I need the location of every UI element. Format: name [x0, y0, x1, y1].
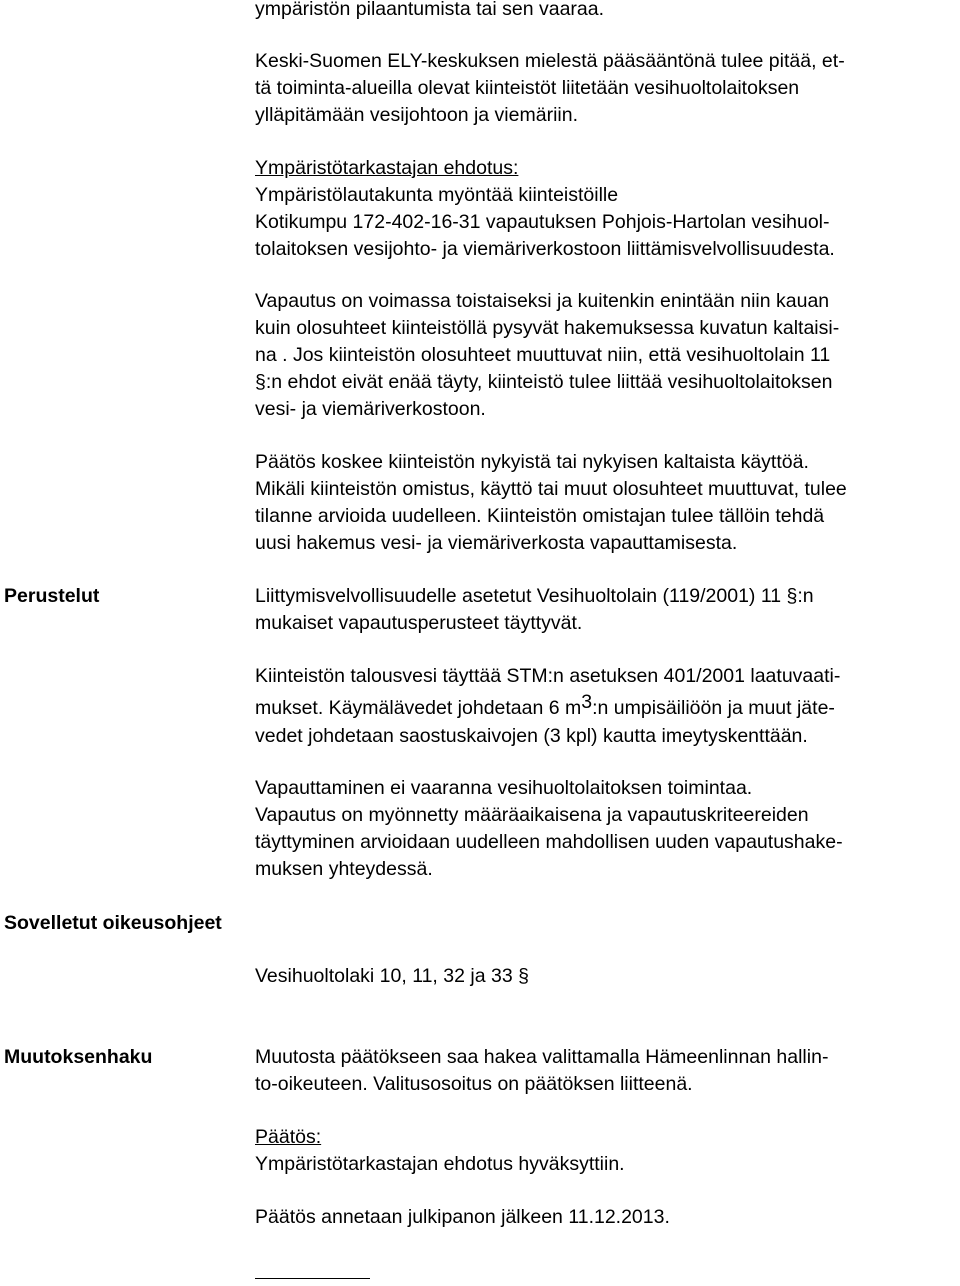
- text-line: Kotikumpu 172-402-16-31 vapautuksen Pohjois-Hartolan vesihuol-: [255, 211, 830, 233]
- text-line: na . Jos kiinteistön olosuhteet muuttuvat niin, että vesihuoltolain 11: [255, 344, 831, 366]
- text-line: kuin olosuhteet kiinteistöllä pysyvät hakemuksessa kuvatun kaltaisi-: [255, 317, 840, 339]
- text-line: vedet johdetaan saostuskaivojen (3 kpl) kautta imeytyskenttään.: [255, 725, 808, 747]
- text-line: ympäristön pilaantumista tai sen vaaraa.: [255, 0, 605, 20]
- text-line: [255, 691, 835, 722]
- text-fragment: mukset. Käymälävedet johdetaan 6 m: [255, 697, 582, 719]
- text-line: muksen yhteydessä.: [255, 858, 433, 880]
- text-line: vesi- ja viemäriverkostoon.: [255, 398, 486, 420]
- text-fragment: :n umpisäiliöön ja muut jäte-: [592, 697, 835, 719]
- superscript: 3: [581, 691, 593, 713]
- text-line: tä toiminta-alueilla olevat kiinteistöt liitetään vesihuoltolaitoksen: [255, 77, 800, 99]
- text-line: Muutosta päätökseen saa hakea valittamalla Hämeenlinnan hallin-: [255, 1046, 829, 1068]
- text-line: Vapauttaminen ei vaaranna vesihuoltolaitoksen toimintaa.: [255, 777, 753, 799]
- text-line: Liittymisvelvollisuudelle asetetut Vesihuoltolain (119/2001) 11 §:n: [255, 585, 814, 607]
- text-line: Ympäristötarkastajan ehdotus hyväksyttiin.: [255, 1153, 625, 1175]
- text-line: Päätös koskee kiinteistön nykyistä tai nykyisen kaltaista käyttöä.: [255, 451, 809, 473]
- proposal-heading: Ympäristötarkastajan ehdotus:: [255, 157, 519, 179]
- text-line: Vapautus on myönnetty määräaikaisena ja vapautuskriteereiden: [255, 804, 809, 826]
- text-line: Päätös annetaan julkipanon jälkeen 11.12.2013.: [255, 1206, 670, 1228]
- text-line: Vapautus on voimassa toistaiseksi ja kuitenkin enintään niin kauan: [255, 290, 830, 312]
- section-label-muutoksenhaku: Muutoksenhaku: [4, 1046, 153, 1068]
- text-line: täyttyminen arvioidaan uudelleen mahdollisen uuden vapautushake-: [255, 831, 843, 853]
- text-line: §:n ehdot eivät enää täyty, kiinteistö tulee liittää vesihuoltolaitoksen: [255, 371, 833, 393]
- text-line: Kiinteistön talousvesi täyttää STM:n asetuksen 401/2001 laatuvaati-: [255, 665, 841, 687]
- text-line: Ympäristölautakunta myöntää kiinteistöille: [255, 184, 619, 206]
- text-line: tilanne arvioida uudelleen. Kiinteistön omistajan tulee tällöin tehdä: [255, 505, 825, 527]
- text-line: mukaiset vapautusperusteet täyttyvät.: [255, 612, 583, 634]
- signature-rule: [255, 1278, 370, 1279]
- text-line: uusi hakemus vesi- ja viemäriverkosta vapauttamisesta.: [255, 532, 738, 554]
- text-line: tolaitoksen vesijohto- ja viemäriverkostoon liittämisvelvollisuudesta.: [255, 238, 835, 260]
- decision-heading: Päätös:: [255, 1126, 322, 1148]
- text-line: Mikäli kiinteistön omistus, käyttö tai muut olosuhteet muuttuvat, tulee: [255, 478, 847, 500]
- text-line: Vesihuoltolaki 10, 11, 32 ja 33 §: [255, 965, 529, 987]
- text-line: to-oikeuteen. Valitusosoitus on päätöksen liitteenä.: [255, 1073, 693, 1095]
- section-label-perustelut: Perustelut: [4, 585, 100, 607]
- section-label-sovelletut-oikeusohjeet: Sovelletut oikeusohjeet: [4, 912, 222, 934]
- text-line: ylläpitämään vesijohtoon ja viemäriin.: [255, 104, 578, 126]
- text-line: Keski-Suomen ELY-keskuksen mielestä pääsääntönä tulee pitää, et-: [255, 50, 845, 72]
